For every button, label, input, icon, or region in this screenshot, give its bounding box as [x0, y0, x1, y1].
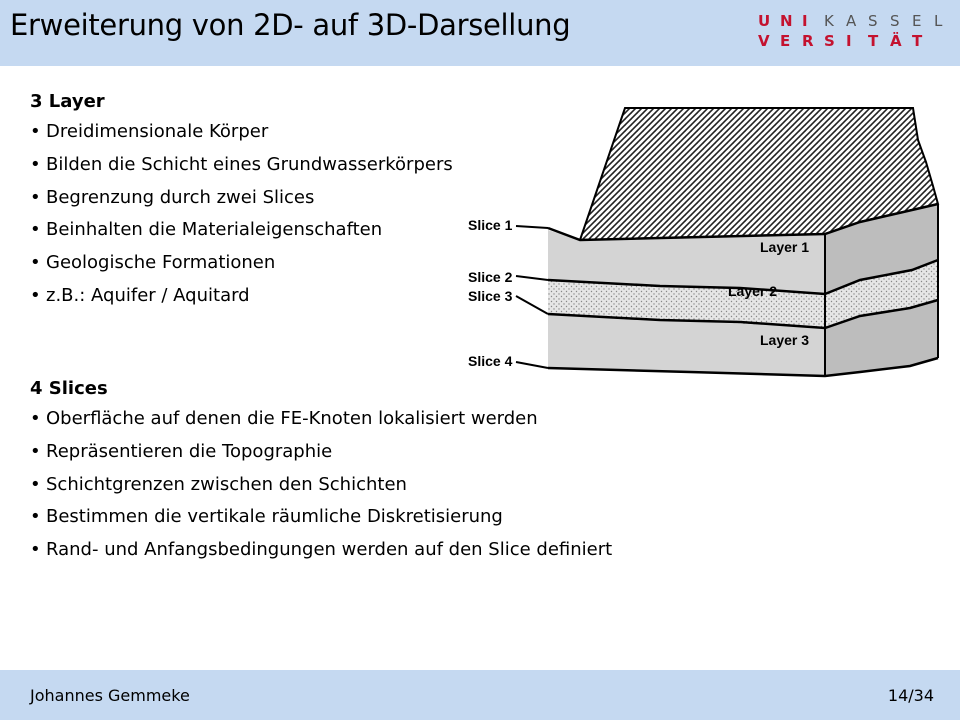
university-logo: [758, 12, 943, 54]
logo-letter: N: [780, 12, 793, 30]
logo-letter: E: [912, 12, 922, 30]
slice-2-leader: [516, 276, 548, 280]
slice-3-leader: [516, 296, 548, 314]
logo-letter: S: [890, 12, 900, 30]
logo-letter: U: [758, 12, 771, 30]
slice-4-leader: [516, 362, 548, 368]
logo-letter: I: [846, 32, 852, 50]
layer-block-diagram: [440, 100, 940, 380]
bullet-item: • z.B.: Aquifer / Aquitard: [30, 280, 750, 313]
logo-letter: A: [846, 12, 857, 30]
bullet-item: • Geologische Formationen: [30, 247, 750, 280]
title-bar: [0, 0, 960, 66]
bullet-item: • Bestimmen die vertikale räumliche Diskretisierung: [30, 501, 930, 534]
logo-letter: E: [780, 32, 791, 50]
layer-2-label: Layer 2: [728, 283, 778, 299]
slice-1-label: Slice 1: [468, 217, 513, 233]
logo-letter: Ä: [890, 32, 902, 50]
slice-3-label: Slice 3: [468, 288, 513, 304]
logo-letter: L: [934, 12, 943, 30]
logo-letter: S: [868, 12, 878, 30]
bullet-item: • Repräsentieren die Topographie: [30, 436, 930, 469]
bullet-item: • Schichtgrenzen zwischen den Schichten: [30, 469, 930, 502]
bullet-item: • Beinhalten die Materialeigenschaften: [30, 214, 750, 247]
logo-letter: K: [824, 12, 834, 30]
section-heading-slices: 4 Slices: [30, 378, 108, 399]
bullet-item: • Begrenzung durch zwei Slices: [30, 182, 750, 215]
section-heading-layers: 3 Layer: [30, 91, 105, 112]
slice-2-label: Slice 2: [468, 269, 513, 285]
layer-3-label: Layer 3: [760, 332, 810, 348]
slide-title: Erweiterung von 2D- auf 3D-Darsellung: [10, 8, 571, 42]
logo-letter: T: [868, 32, 879, 50]
bullet-item: • Dreidimensionale Körper: [30, 116, 750, 149]
bullet-item: • Oberfläche auf denen die FE-Knoten lokalisiert werden: [30, 403, 930, 436]
logo-row-2: [758, 32, 934, 50]
section-slices: [30, 377, 930, 567]
logo-letter: S: [824, 32, 835, 50]
slices-bullet-list: [30, 403, 930, 567]
layer-1-label: Layer 1: [760, 239, 810, 255]
footer-author: Johannes Gemmeke: [30, 686, 190, 705]
logo-row-1: [758, 12, 956, 30]
bullet-item: • Rand- und Anfangsbedingungen werden auf den Slice definiert: [30, 534, 930, 567]
slice-1-leader: [516, 226, 548, 228]
logo-letter: T: [912, 32, 923, 50]
logo-letter: V: [758, 32, 770, 50]
page-number: 14/34: [887, 686, 934, 705]
footer-bar: [0, 670, 960, 720]
logo-letter: I: [802, 12, 808, 30]
slice-4-label: Slice 4: [468, 353, 513, 369]
logo-letter: R: [802, 32, 814, 50]
bullet-item: • Bilden die Schicht eines Grundwasserkörpers: [30, 149, 750, 182]
